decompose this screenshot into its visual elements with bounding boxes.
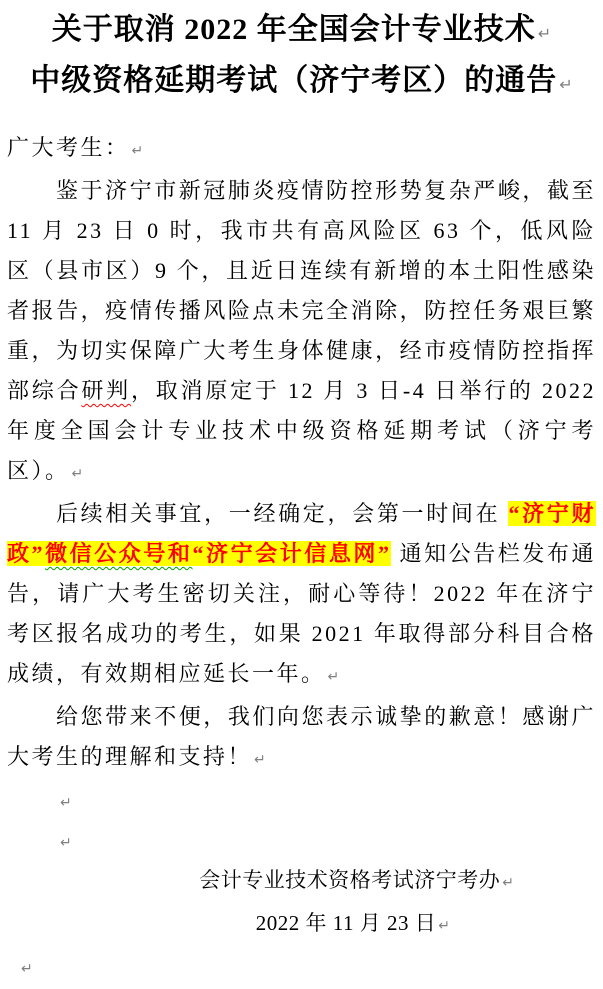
title-line-1-text: 关于取消 2022 年全国会计专业技术 (51, 13, 536, 46)
signature-organization (7, 860, 596, 903)
highlight-jining-accounting-site: “济宁会计信息网” (192, 541, 392, 566)
paragraph-mark-icon: ↵ (502, 875, 514, 891)
paragraph-mark-icon: ↵ (537, 24, 552, 43)
title-line-2-text: 中级资格延期考试（济宁考区）的通告 (30, 64, 558, 97)
title-line-2 (7, 57, 596, 108)
spellcheck-flagged-text: 研判 (81, 378, 131, 403)
paragraph-mark-icon: ↵ (71, 466, 84, 482)
situation-text-post: ，取消原定于 12 月 3 日-4 日举行的 2022 年度全国会计专业技术中级资格延期考试（济宁考区）。 (7, 378, 596, 483)
followup-text-pre: 后续相关事宜，一经确定，会第一时间在 (56, 501, 509, 526)
document-title (7, 4, 596, 108)
signature-organization-text: 会计专业技术资格考试济宁考办 (199, 868, 501, 892)
apology-text: 给您带来不便，我们向您表示诚挚的歉意！感谢广大考生的理解和支持！ (7, 704, 596, 769)
paragraph-mark-icon: ↵ (60, 795, 72, 811)
followup-text-post: 通知公告栏发布通告，请广大考生密切关注，耐心等待！2022 年在济宁考区报名成功的考生，如果 2021 年取得部分科目合格成绩，有效期相应延长一年。 (7, 541, 596, 686)
salutation (7, 128, 596, 171)
highlight-jining-finance: “济宁财政” (7, 501, 596, 566)
document-body (7, 128, 596, 986)
signature-date-text: 2022 年 11 月 23 日 (255, 911, 437, 935)
paragraph-mark-icon: ↵ (438, 918, 450, 934)
paragraph-apology (7, 697, 596, 780)
paragraph-mark-icon: ↵ (327, 669, 340, 685)
situation-text-pre: 鉴于济宁市新冠肺炎疫情防控形势复杂严峻，截至 11 月 23 日 0 时，我市共有高风险区 63 个，低风险区（县市区）9 个，且近日连续有新增的本土阳性感染者报告，疫情传播风险点未完全消除，防控任务艰巨繁重，为切实保障广大考生身体健康，经市疫情防控指挥部综合 (7, 178, 596, 403)
paragraph-followup (7, 494, 596, 697)
salutation-text: 广大考生： (7, 135, 130, 160)
highlight-wechat-account: 微信公众号和 (45, 541, 193, 566)
paragraph-mark-icon: ↵ (21, 961, 33, 977)
paragraph-mark-icon: ↵ (131, 143, 144, 159)
empty-paragraph (7, 780, 596, 820)
paragraph-mark-icon: ↵ (254, 752, 266, 768)
paragraph-mark-icon: ↵ (60, 835, 72, 851)
empty-paragraph (7, 820, 596, 860)
empty-paragraph (7, 946, 596, 986)
paragraph-situation (7, 171, 596, 494)
signature-date (7, 903, 596, 946)
paragraph-mark-icon: ↵ (559, 75, 573, 94)
title-line-1 (7, 6, 596, 57)
